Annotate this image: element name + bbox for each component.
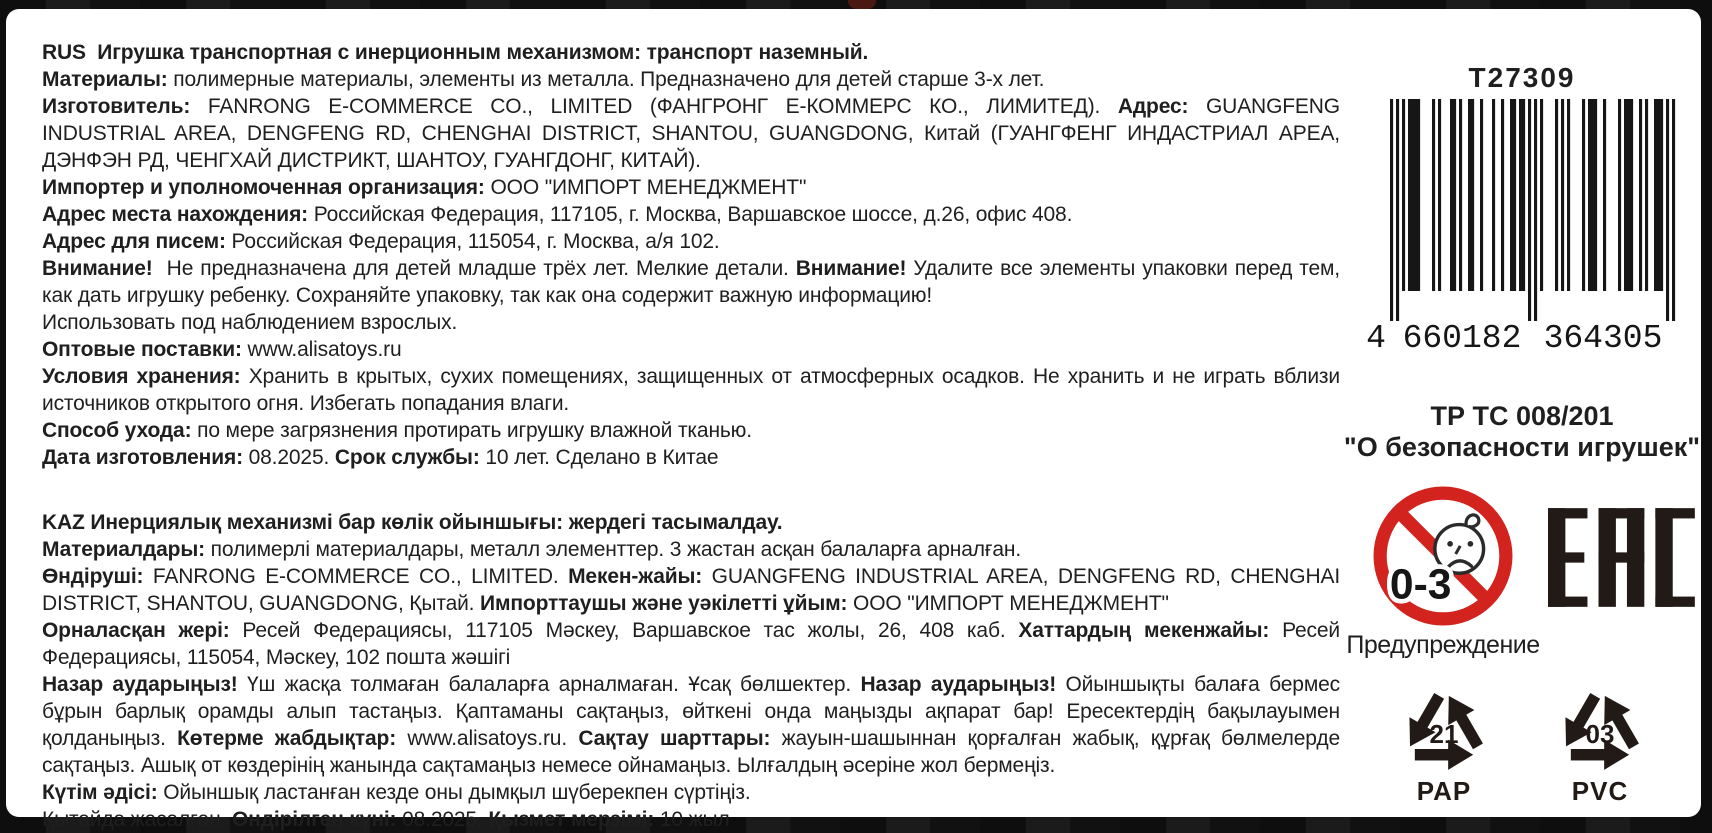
text-segment: ООО "ИМПОРТ МЕНЕДЖМЕНТ" [853, 592, 1169, 615]
text-segment: Способ ухода: [42, 419, 198, 442]
text-segment: Қытайда жасалған. [42, 808, 232, 831]
text-segment: Изготовитель: [42, 95, 208, 118]
text-segment: Российская Федерация, 117105, г. Москва, Варшавское шоссе, д.26, офис 408. [313, 203, 1073, 226]
text-segment: Материалдары: [42, 538, 211, 561]
text-segment: Удалите все элементы упаковки перед тем, как дать игрушку ребенку. Сохраняйте упаковку, так как она содержит важную информацию! [42, 257, 1340, 307]
text-segment: Назар аударыңыз! [42, 673, 238, 696]
text-segment: Хранить в крытых, сухих помещениях, защищенных от атмосферных осадков. Не хранить и не играть вблизи источников открытого огня. Избегать попадания влаги. [42, 365, 1340, 415]
paragraph [42, 228, 1340, 255]
text-segment: RUS Игрушка транспортная с инерционным механизмом: транспорт наземный. [42, 41, 869, 64]
right-column [1343, 62, 1701, 807]
paragraph [42, 336, 1340, 363]
article-number: T27309 [1468, 62, 1576, 93]
text-segment: Адрес: [1117, 95, 1206, 118]
text-segment: GUANGFENG INDUSTRIAL AREA, DENGFENG RD, CHENGHAI DISTRICT, SHANTOU, GUANGDONG, Қытай. [42, 565, 1341, 615]
paragraph [42, 671, 1340, 779]
recycling-triangle-icon [1388, 674, 1500, 774]
text-segment: Внимание! [42, 257, 153, 280]
paragraph [42, 417, 1340, 444]
recycling-code: 03 [1585, 718, 1615, 749]
paragraph [42, 39, 1340, 66]
text-segment: Ойыншықты балаға бермес бұрын барлық орамды алып тастаңыз. Қаптаманы сақтаңыз, өйткені онда маңызды ақпарат бар! Ересектердің бақылауымен қолданыңыз. [42, 673, 1340, 750]
paragraph [42, 93, 1340, 174]
barcode-right-digits: 364305 [1543, 320, 1663, 351]
text-segment: 08.2025. [248, 446, 335, 469]
paragraph [42, 174, 1340, 201]
text-segment: 08.2025. [402, 808, 489, 831]
text-segment: по мере загрязнения протирать игрушку влажной тканью. [197, 419, 752, 442]
text-segment: Үш жасқа толмаған балаларға арналмаған. Ұсақ бөлшектер. [237, 673, 861, 696]
recycling-triangle-icon [1544, 674, 1656, 774]
regulation-block [1344, 401, 1700, 463]
text-segment: Күтім әдісі: [42, 781, 164, 804]
certification-symbols [1346, 485, 1697, 660]
text-segment: полимерные материалы, элементы из металла. Предназначено для детей старше 3-х лет. [173, 68, 1045, 91]
paragraph [42, 509, 1340, 536]
paragraph [42, 617, 1340, 671]
text-segment: Қызмет мерзімі: [488, 808, 660, 831]
text-segment: 10 жыл [659, 808, 730, 831]
text-segment: жауын-шашыннан қорғалған жабық, құрғақ бөлмелерде сақтаңыз. Ашық от көздерінің жанында сақтамаңыз немесе ойнамаңыз. Ылғалдың әсеріне жол бермеңіз. [42, 727, 1340, 777]
text-segment: Внимание! [795, 257, 907, 280]
age-range-label: 0-3 [1389, 560, 1452, 609]
recycling-marks [1388, 674, 1656, 807]
text-segment: GUANGFENG INDUSTRIAL AREA, DENGFENG RD, CHENGHAI DISTRICT, SHANTOU, GUANGDONG, Китай (ГУАНГФЕНГ ИНДАСТРИАЛ АРЕА, ДЭНФЭН РД, ЧЕНГХАЙ ДИСТРИКТ, ШАНТОУ, ГУАНГДОНГ, КИТАЙ). [42, 95, 1340, 172]
text-segment: Сақтау шарттары: [578, 727, 782, 750]
regulation-code: ТР ТС 008/201 [1430, 401, 1614, 431]
paragraph [42, 66, 1340, 93]
ean13-barcode [1366, 99, 1678, 351]
text-segment: Хаттардың мекенжайы: [1018, 619, 1283, 642]
text-segment: Назар аударыңыз! [860, 673, 1057, 696]
text-segment: Оптовые поставки: [42, 338, 248, 361]
text-segment: Импортер и уполномоченная организация: [42, 176, 491, 199]
photo-artifact-top [848, 0, 876, 9]
text-segment: Өндірілген күні: [231, 808, 403, 831]
kaz-section [42, 509, 1340, 833]
text-segment: Не предназначена для детей младше трёх лет. Мелкие детали. [152, 257, 796, 280]
text-segment: www.alisatoys.ru. [407, 727, 579, 750]
text-segment: Ресей Федерациясы, 115054, Мәскеу, 102 пошта жәшігі [42, 619, 1340, 669]
eac-mark-icon [1548, 497, 1698, 618]
text-segment: FANRONG E-COMMERCE CO., LIMITED (ФАНГРОНГ Е-КОММЕРС КО., ЛИМИТЕД). [207, 95, 1118, 118]
paragraph [42, 363, 1340, 417]
paragraph [42, 536, 1340, 563]
age-warning-block [1346, 485, 1539, 660]
text-column [42, 39, 1340, 833]
paragraph [42, 309, 1340, 336]
recycling-mark-pvc [1544, 674, 1656, 807]
text-segment: Орналасқан жері: [42, 619, 243, 642]
age-warning-0-3-icon [1372, 485, 1514, 627]
text-segment: Ресей Федерациясы, 117105 Мәскеу, Варшавское тас жолы, 26, 408 каб. [242, 619, 1019, 642]
paragraph [42, 255, 1340, 309]
recycling-material: PAP [1416, 776, 1472, 806]
barcode-bars [1390, 99, 1675, 321]
text-segment: Мекен-жайы: [568, 565, 712, 588]
rus-section [42, 39, 1340, 471]
text-segment: 10 лет. Сделано в Китае [485, 446, 719, 469]
text-segment: Срок службы: [334, 446, 486, 469]
paragraph [42, 806, 1340, 833]
paragraph [42, 444, 1340, 471]
text-segment: Адрес для писем: [42, 230, 232, 253]
text-segment: ООО "ИМПОРТ МЕНЕДЖМЕНТ" [490, 176, 807, 199]
recycling-material: PVC [1571, 776, 1629, 806]
text-segment: Российская Федерация, 115054, г. Москва, а/я 102. [231, 230, 720, 253]
text-segment: Условия хранения: [42, 365, 249, 388]
recycling-mark-pap [1388, 674, 1500, 807]
product-label [6, 9, 1701, 831]
barcode-left-digits: 660182 [1402, 320, 1522, 351]
text-segment: KAZ Инерциялық механизмі бар көлік ойыншығы: жердегі тасымалдау. [42, 511, 783, 534]
text-segment: Өндіруші: [42, 565, 153, 588]
text-segment: Адрес места нахождения: [42, 203, 314, 226]
text-segment: полимерлі материалдары, металл элементтер. 3 жастан асқан балаларға арналған. [210, 538, 1022, 561]
text-segment: Көтерме жабдықтар: [177, 727, 408, 750]
text-segment: Использовать под наблюдением взрослых. [42, 311, 458, 334]
regulation-title: "О безопасности игрушек" [1343, 432, 1701, 462]
recycling-code: 21 [1429, 718, 1459, 749]
text-segment: Импорттаушы және уәкілетті ұйым: [480, 592, 854, 615]
text-segment: Ойыншық ластанған кезде оны дымқыл шүберекпен сүртіңіз. [163, 781, 751, 804]
paragraph [42, 779, 1340, 806]
text-segment: Материалы: [42, 68, 174, 91]
barcode-first-digit: 4 [1366, 320, 1386, 351]
warning-caption: Предупреждение [1346, 631, 1540, 659]
text-segment: FANRONG E-COMMERCE CO., LIMITED. [152, 565, 569, 588]
paragraph [42, 201, 1340, 228]
paragraph [42, 563, 1340, 617]
text-segment: Дата изготовления: [42, 446, 249, 469]
text-segment: www.alisatoys.ru [247, 338, 402, 361]
